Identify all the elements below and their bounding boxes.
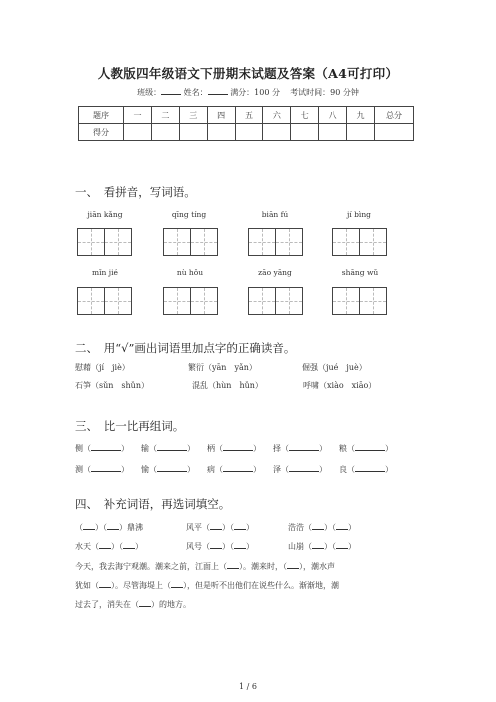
answer-blank[interactable] xyxy=(355,442,385,451)
pinyin-label: nù hǒu xyxy=(176,268,204,277)
open-paren: （ xyxy=(347,444,355,453)
word-group-item xyxy=(207,442,261,454)
paragraph-line xyxy=(75,598,191,610)
idiom-word: 山崩 xyxy=(288,542,304,551)
paragraph-text: 犹如（ xyxy=(75,581,99,590)
name-label: 姓名： xyxy=(183,88,208,97)
page-title: 人教版四年级语文下册期末试题及答案（A4可打印） xyxy=(97,66,399,81)
paragraph-line xyxy=(75,579,339,591)
open-paren: （ xyxy=(281,444,289,453)
score-header-cell: 四 xyxy=(207,107,235,124)
answer-blank[interactable] xyxy=(91,463,121,472)
writing-cell[interactable] xyxy=(332,287,360,315)
answer-blank[interactable] xyxy=(336,540,348,549)
score-cell[interactable] xyxy=(207,124,235,141)
answer-blank[interactable] xyxy=(336,521,348,530)
pronunciation-item[interactable]: 慰藉（jí jiè） xyxy=(75,363,130,372)
open-paren: （ xyxy=(83,444,91,453)
paragraph-text: 今天，我去海宁观潮。潮来之前，江面上（ xyxy=(75,562,227,571)
writing-box-pair[interactable] xyxy=(248,228,303,256)
writing-cell[interactable] xyxy=(104,228,132,256)
paragraph-text: 过去了，消失在（ xyxy=(75,600,139,609)
word-char: 粮 xyxy=(339,444,347,453)
score-cell[interactable] xyxy=(291,124,319,141)
answer-blank[interactable] xyxy=(223,442,253,451)
open-paren: （ xyxy=(347,465,355,474)
score-cell[interactable] xyxy=(347,124,375,141)
answer-blank[interactable] xyxy=(99,579,111,588)
writing-box-pair[interactable] xyxy=(163,287,218,315)
word-group-item xyxy=(339,463,393,475)
answer-blank[interactable] xyxy=(83,521,95,530)
pronunciation-item[interactable]: 呼啸（xiào xiāo） xyxy=(303,381,377,390)
idiom-item: 风平（ ）（ ） xyxy=(186,523,254,532)
idiom-item: 山崩（ ）（ ） xyxy=(288,542,356,551)
writing-cell[interactable] xyxy=(77,228,105,256)
score-cell[interactable] xyxy=(151,124,179,141)
answer-blank[interactable] xyxy=(210,521,222,530)
writing-box-pair[interactable] xyxy=(77,287,132,315)
writing-cell[interactable] xyxy=(77,287,105,315)
writing-box-pair[interactable] xyxy=(332,287,387,315)
word-char: 侧 xyxy=(75,444,83,453)
answer-blank[interactable] xyxy=(123,540,135,549)
word-group-item xyxy=(339,442,393,454)
paragraph-text: ），潮水声 xyxy=(299,562,335,571)
word-group-item xyxy=(141,463,195,475)
answer-blank[interactable] xyxy=(107,521,119,530)
pronunciation-item[interactable]: 倔强（jué juè） xyxy=(302,363,367,372)
paragraph-line xyxy=(75,560,335,572)
score-header-cell: 七 xyxy=(291,107,319,124)
writing-cell[interactable] xyxy=(163,287,191,315)
paragraph-text: ）的地方。 xyxy=(151,600,191,609)
score-header-cell: 九 xyxy=(347,107,375,124)
score-cell[interactable] xyxy=(319,124,347,141)
pinyin-label: biān fú xyxy=(261,210,289,219)
idiom-word: 水天 xyxy=(75,542,91,551)
pinyin-label: qīng tíng xyxy=(171,210,207,219)
class-blank xyxy=(161,87,181,95)
close-paren: ） xyxy=(319,465,327,474)
answer-blank[interactable] xyxy=(91,442,121,451)
word-char: 愉 xyxy=(141,465,149,474)
close-paren: ） xyxy=(187,444,195,453)
answer-blank[interactable] xyxy=(312,521,324,530)
writing-cell[interactable] xyxy=(359,287,387,315)
score-header-cell: 题序 xyxy=(79,107,124,124)
word-group-item xyxy=(207,463,261,475)
word-group-item xyxy=(273,463,327,475)
pinyin-label: mǐn jié xyxy=(92,268,118,277)
close-paren: ） xyxy=(319,444,327,453)
score-header-cell: 二 xyxy=(151,107,179,124)
word-char: 良 xyxy=(339,465,347,474)
score-header-cell: 五 xyxy=(235,107,263,124)
word-group-item xyxy=(141,442,195,454)
score-header-cell: 八 xyxy=(319,107,347,124)
close-paren: ） xyxy=(253,465,261,474)
word-char: 测 xyxy=(75,465,83,474)
word-char: 择 xyxy=(273,444,281,453)
score-header-cell: 六 xyxy=(263,107,291,124)
score-table xyxy=(78,106,414,141)
score-cell[interactable] xyxy=(235,124,263,141)
writing-box-pair[interactable] xyxy=(163,228,218,256)
answer-blank[interactable] xyxy=(312,540,324,549)
answer-blank[interactable] xyxy=(289,442,319,451)
pinyin-label: zāo yāng xyxy=(258,268,292,277)
pinyin-label: jí bìng xyxy=(347,210,371,219)
pronunciation-item[interactable]: 混乱（hùn hǔn） xyxy=(192,381,263,390)
section-4-heading: 四、 补充词语，再选词填空。 xyxy=(75,497,231,511)
score-header-cell: 一 xyxy=(124,107,152,124)
page-number: 1 / 6 xyxy=(239,682,257,691)
writing-cell[interactable] xyxy=(190,228,218,256)
word-char: 泽 xyxy=(273,465,281,474)
pinyin-label: jiān kǎng xyxy=(87,210,123,219)
score-header-row xyxy=(79,107,414,124)
paragraph-text: ）。尽管海堤上（ xyxy=(111,581,171,590)
answer-blank[interactable] xyxy=(223,463,253,472)
close-paren: ） xyxy=(121,444,129,453)
score-cell[interactable] xyxy=(124,124,152,141)
writing-box-pair[interactable] xyxy=(248,287,303,315)
idiom-item: （ ）（ ）鼎沸 xyxy=(75,523,143,532)
answer-blank[interactable] xyxy=(157,463,187,472)
idiom-item: 水天（ ）（ ） xyxy=(75,542,143,551)
pronunciation-item[interactable]: 繁衍（yān yǎn） xyxy=(188,363,257,372)
answer-blank[interactable] xyxy=(234,540,246,549)
score-cell[interactable] xyxy=(263,124,291,141)
answer-blank[interactable] xyxy=(289,463,319,472)
score-value-row xyxy=(79,124,414,141)
exam-meta xyxy=(0,87,496,98)
answer-blank[interactable] xyxy=(157,442,187,451)
word-group-item xyxy=(75,463,129,475)
writing-cell[interactable] xyxy=(332,228,360,256)
open-paren: （ xyxy=(149,465,157,474)
open-paren: （ xyxy=(149,444,157,453)
name-blank xyxy=(208,87,228,95)
score-cell[interactable] xyxy=(375,124,414,141)
writing-cell[interactable] xyxy=(104,287,132,315)
idiom-word: 风平 xyxy=(186,523,202,532)
answer-blank[interactable] xyxy=(139,598,151,607)
score-cell[interactable] xyxy=(179,124,207,141)
close-paren: ） xyxy=(253,444,261,453)
writing-box-pair[interactable] xyxy=(332,228,387,256)
open-paren: （ xyxy=(215,465,223,474)
score-row-label: 得分 xyxy=(79,124,124,141)
writing-cell[interactable] xyxy=(248,228,276,256)
score-header-cell: 三 xyxy=(179,107,207,124)
score-header-cell: 总分 xyxy=(375,107,414,124)
word-char: 输 xyxy=(141,444,149,453)
answer-blank[interactable] xyxy=(355,463,385,472)
writing-cell[interactable] xyxy=(359,228,387,256)
open-paren: （ xyxy=(83,465,91,474)
paragraph-text: ），但是听不出他们在说些什么。渐渐地，潮 xyxy=(183,581,339,590)
section-2-heading: 二、 用“√”画出词语里加点字的正确读音。 xyxy=(75,341,296,355)
answer-blank[interactable] xyxy=(227,560,239,569)
open-paren: （ xyxy=(215,444,223,453)
section-3-heading: 三、 比一比再组词。 xyxy=(75,419,185,433)
idiom-word: 风号 xyxy=(186,542,202,551)
paragraph-text: ）。潮来时，（ xyxy=(239,562,287,571)
word-char: 病 xyxy=(207,465,215,474)
answer-blank[interactable] xyxy=(287,560,299,569)
idiom-word: 鼎沸 xyxy=(127,523,143,532)
idiom-item: 浩浩（ ）（ ） xyxy=(288,523,356,532)
close-paren: ） xyxy=(187,465,195,474)
word-group-item xyxy=(75,442,129,454)
close-paren: ） xyxy=(385,444,393,453)
writing-cell[interactable] xyxy=(163,228,191,256)
word-char: 柄 xyxy=(207,444,215,453)
answer-blank[interactable] xyxy=(99,540,111,549)
section-1-heading: 一、 看拼音，写词语。 xyxy=(75,185,196,199)
answer-blank[interactable] xyxy=(234,521,246,530)
close-paren: ） xyxy=(121,465,129,474)
pinyin-label: shāng wǔ xyxy=(341,268,379,277)
answer-blank[interactable] xyxy=(210,540,222,549)
full-score: 满分：100 分 xyxy=(230,88,280,97)
idiom-item: 风号（ ）（ ） xyxy=(186,542,254,551)
answer-blank[interactable] xyxy=(171,579,183,588)
writing-cell[interactable] xyxy=(275,287,303,315)
idiom-word: 浩浩 xyxy=(288,523,304,532)
writing-cell[interactable] xyxy=(275,228,303,256)
writing-box-pair[interactable] xyxy=(77,228,132,256)
class-label: 班级： xyxy=(137,88,162,97)
word-group-item xyxy=(273,442,327,454)
writing-cell[interactable] xyxy=(190,287,218,315)
pronunciation-item[interactable]: 石笋（sǔn shǔn） xyxy=(75,381,149,390)
writing-cell[interactable] xyxy=(248,287,276,315)
exam-time: 考试时间：90 分钟 xyxy=(290,88,359,97)
close-paren: ） xyxy=(385,465,393,474)
open-paren: （ xyxy=(281,465,289,474)
